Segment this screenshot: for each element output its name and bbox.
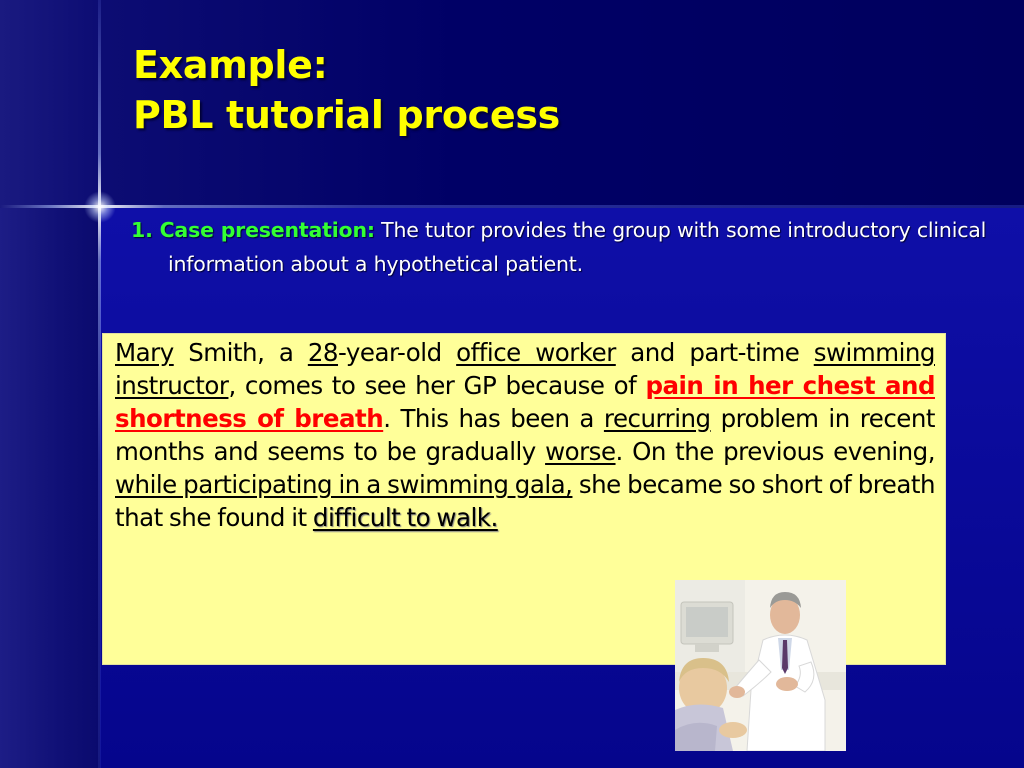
background-left-band <box>0 208 100 768</box>
case-recurring: recurring <box>603 404 711 433</box>
slide-title-line-1: Example: <box>133 43 328 87</box>
case-second-occupation: swimming instructor <box>115 338 935 400</box>
light-flare-horizontal <box>0 205 1024 208</box>
case-trigger-event: while participating in a swimming gala, <box>115 470 573 499</box>
bullet-lead: 1. Case presentation: <box>131 218 375 242</box>
case-text-segment: -year-old <box>338 338 457 367</box>
case-occupation: office worker <box>456 338 616 367</box>
case-name-mary: Mary <box>115 338 174 367</box>
case-text-segment: problem in recent months and seems to be gradually <box>115 404 935 466</box>
case-text-segment: . On the previous evening, <box>615 437 935 466</box>
light-flare-vertical <box>98 0 101 768</box>
case-text-segment: . This has been a <box>383 404 604 433</box>
case-chief-complaint: pain in her chest and shortness of breath <box>115 371 935 433</box>
case-age: 28 <box>307 338 339 367</box>
slide-title-line-2: PBL tutorial process <box>133 93 560 137</box>
case-difficult-to-walk: difficult to walk. <box>312 503 498 532</box>
case-text-segment: Smith, a <box>173 338 308 367</box>
doctor-patient-photo <box>675 580 846 751</box>
case-text-segment: , comes to see her GP because of <box>228 371 646 400</box>
light-flare-glow <box>84 191 116 223</box>
bullet-text: The tutor provides the group with some introductory clinical information about a hypothetical patient. <box>168 218 987 276</box>
case-text-segment: and part-time <box>615 338 814 367</box>
bullet-case-presentation <box>131 213 1008 281</box>
case-worse: worse <box>545 437 616 466</box>
slide-title <box>133 40 560 140</box>
doctor-patient-consultation-icon <box>675 580 846 751</box>
case-text-segment: she became so short of breath that she found it <box>115 470 936 532</box>
